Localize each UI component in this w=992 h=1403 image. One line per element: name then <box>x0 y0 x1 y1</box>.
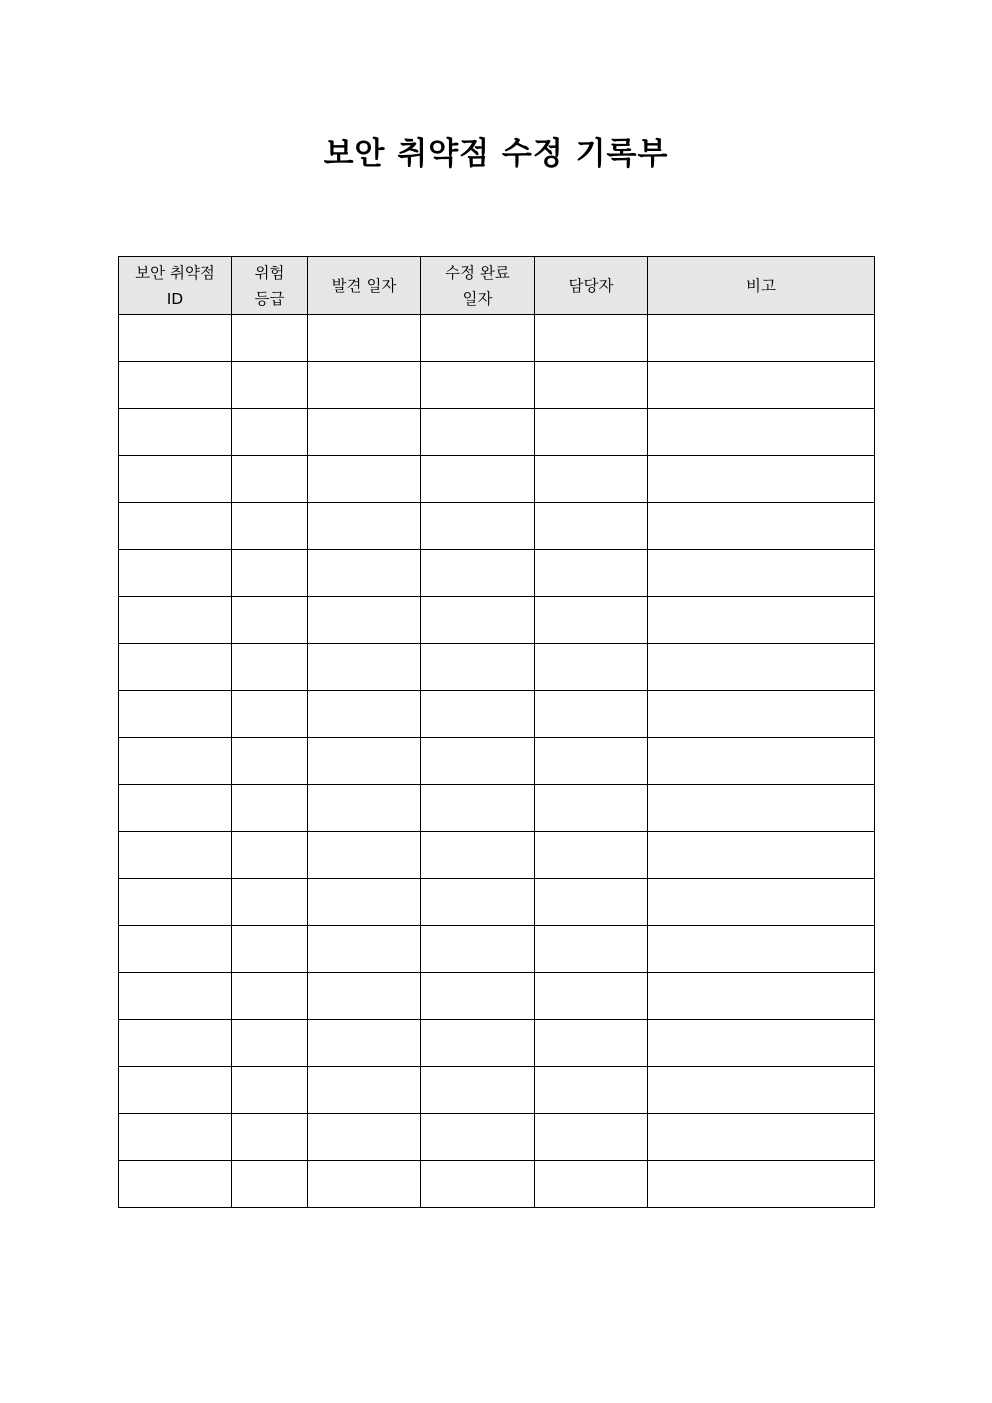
table-cell[interactable] <box>308 644 421 691</box>
table-cell[interactable] <box>421 503 535 550</box>
table-cell[interactable] <box>119 1114 232 1161</box>
table-cell[interactable] <box>232 832 308 879</box>
table-cell[interactable] <box>421 1114 535 1161</box>
table-cell[interactable] <box>421 315 535 362</box>
table-cell[interactable] <box>535 879 648 926</box>
table-cell[interactable] <box>535 503 648 550</box>
header-risk-level <box>232 257 308 315</box>
table-cell[interactable] <box>308 1020 421 1067</box>
table-cell[interactable] <box>308 456 421 503</box>
table-cell[interactable] <box>421 973 535 1020</box>
table-row <box>119 1114 875 1161</box>
table-cell[interactable] <box>535 832 648 879</box>
header-line: 일자 <box>462 289 493 308</box>
table-cell[interactable] <box>648 785 875 832</box>
table-cell[interactable] <box>421 879 535 926</box>
header-line: 등급 <box>254 289 285 308</box>
header-line: 발견 일자 <box>331 276 397 295</box>
table-cell[interactable] <box>648 1161 875 1208</box>
table-cell[interactable] <box>648 409 875 456</box>
table-cell[interactable] <box>119 738 232 785</box>
table-cell[interactable] <box>232 926 308 973</box>
table-row <box>119 973 875 1020</box>
table-cell[interactable] <box>421 785 535 832</box>
table-cell[interactable] <box>119 456 232 503</box>
table-cell[interactable] <box>232 1067 308 1114</box>
table-cell[interactable] <box>648 1067 875 1114</box>
table-cell[interactable] <box>648 926 875 973</box>
table-cell[interactable] <box>232 691 308 738</box>
header-discovery-date <box>308 257 421 315</box>
table-cell[interactable] <box>535 1020 648 1067</box>
table-cell[interactable] <box>232 597 308 644</box>
table-cell[interactable] <box>648 644 875 691</box>
table-header-row <box>119 257 875 315</box>
table-cell[interactable] <box>232 456 308 503</box>
header-fix-completion-date <box>421 257 535 315</box>
table-cell[interactable] <box>535 550 648 597</box>
header-vulnerability-id <box>119 257 232 315</box>
table-cell[interactable] <box>535 1114 648 1161</box>
table-cell[interactable] <box>119 409 232 456</box>
table-cell[interactable] <box>308 503 421 550</box>
table-cell[interactable] <box>232 973 308 1020</box>
table-cell[interactable] <box>648 1114 875 1161</box>
table-cell[interactable] <box>308 973 421 1020</box>
table-cell[interactable] <box>535 691 648 738</box>
table-cell[interactable] <box>421 409 535 456</box>
table-row <box>119 785 875 832</box>
table-cell[interactable] <box>119 597 232 644</box>
table-cell[interactable] <box>421 926 535 973</box>
table-cell[interactable] <box>119 503 232 550</box>
table-cell[interactable] <box>119 1067 232 1114</box>
table-cell[interactable] <box>421 691 535 738</box>
table-cell[interactable] <box>308 738 421 785</box>
table-row <box>119 832 875 879</box>
table-row <box>119 315 875 362</box>
table-cell[interactable] <box>119 315 232 362</box>
table-row <box>119 691 875 738</box>
table-cell[interactable] <box>308 597 421 644</box>
table-cell[interactable] <box>421 1067 535 1114</box>
table-row <box>119 926 875 973</box>
table-cell[interactable] <box>232 644 308 691</box>
table-cell[interactable] <box>535 362 648 409</box>
table-cell[interactable] <box>648 738 875 785</box>
table-cell[interactable] <box>308 691 421 738</box>
table-cell[interactable] <box>535 1161 648 1208</box>
table-cell[interactable] <box>232 785 308 832</box>
table-row <box>119 503 875 550</box>
table-cell[interactable] <box>308 362 421 409</box>
table-cell[interactable] <box>535 738 648 785</box>
table-cell[interactable] <box>535 926 648 973</box>
table-cell[interactable] <box>535 973 648 1020</box>
table-row <box>119 456 875 503</box>
table-cell[interactable] <box>535 1067 648 1114</box>
table-cell[interactable] <box>535 409 648 456</box>
header-line: 위험 <box>254 263 285 282</box>
table-cell[interactable] <box>119 832 232 879</box>
header-line: ID <box>166 289 184 308</box>
table-cell[interactable] <box>119 691 232 738</box>
table-row <box>119 362 875 409</box>
table-cell[interactable] <box>648 315 875 362</box>
table-cell[interactable] <box>232 362 308 409</box>
table-row <box>119 879 875 926</box>
table-cell[interactable] <box>421 597 535 644</box>
table-cell[interactable] <box>232 315 308 362</box>
table-cell[interactable] <box>421 456 535 503</box>
table-cell[interactable] <box>232 503 308 550</box>
vulnerability-fix-log-table <box>118 256 875 1208</box>
table-cell[interactable] <box>119 879 232 926</box>
table-cell[interactable] <box>232 879 308 926</box>
table-cell[interactable] <box>232 409 308 456</box>
table-cell[interactable] <box>308 1161 421 1208</box>
table-cell[interactable] <box>308 315 421 362</box>
table-cell[interactable] <box>648 550 875 597</box>
table-row <box>119 1067 875 1114</box>
table-cell[interactable] <box>232 1020 308 1067</box>
table-cell[interactable] <box>648 691 875 738</box>
table-cell[interactable] <box>119 362 232 409</box>
header-line: 비고 <box>746 276 776 295</box>
table-cell[interactable] <box>308 1114 421 1161</box>
table-cell[interactable] <box>308 409 421 456</box>
table-cell[interactable] <box>119 1161 232 1208</box>
table-row <box>119 738 875 785</box>
table-cell[interactable] <box>421 832 535 879</box>
table-cell[interactable] <box>535 315 648 362</box>
table-cell[interactable] <box>232 1161 308 1208</box>
table-cell[interactable] <box>648 503 875 550</box>
table-cell[interactable] <box>648 1020 875 1067</box>
table-cell[interactable] <box>308 550 421 597</box>
table-cell[interactable] <box>119 550 232 597</box>
table-cell[interactable] <box>308 1067 421 1114</box>
table-cell[interactable] <box>421 738 535 785</box>
table-body <box>119 315 875 1208</box>
table-cell[interactable] <box>648 879 875 926</box>
table-row <box>119 1020 875 1067</box>
table-cell[interactable] <box>119 1020 232 1067</box>
table-cell[interactable] <box>421 1020 535 1067</box>
table-cell[interactable] <box>308 785 421 832</box>
table-cell[interactable] <box>119 973 232 1020</box>
table-cell[interactable] <box>421 644 535 691</box>
table-cell[interactable] <box>308 879 421 926</box>
table-cell[interactable] <box>232 1114 308 1161</box>
header-remarks <box>648 257 875 315</box>
table-row <box>119 644 875 691</box>
table-cell[interactable] <box>119 644 232 691</box>
table-cell[interactable] <box>232 738 308 785</box>
table-cell[interactable] <box>648 362 875 409</box>
table-cell[interactable] <box>648 973 875 1020</box>
table-cell[interactable] <box>535 597 648 644</box>
table-cell[interactable] <box>648 832 875 879</box>
header-assignee <box>535 257 648 315</box>
table-cell[interactable] <box>648 456 875 503</box>
table-cell[interactable] <box>535 456 648 503</box>
table-row <box>119 550 875 597</box>
document-title: 보안 취약점 수정 기록부 <box>323 136 669 172</box>
table-cell[interactable] <box>119 926 232 973</box>
header-line: 수정 완료 <box>445 263 510 282</box>
table-cell[interactable] <box>421 550 535 597</box>
table-row <box>119 409 875 456</box>
table-row <box>119 1161 875 1208</box>
table-cell[interactable] <box>119 785 232 832</box>
table-cell[interactable] <box>308 926 421 973</box>
table-cell[interactable] <box>648 597 875 644</box>
table-cell[interactable] <box>308 832 421 879</box>
table-cell[interactable] <box>232 550 308 597</box>
table-cell[interactable] <box>421 362 535 409</box>
table-cell[interactable] <box>535 785 648 832</box>
table-row <box>119 597 875 644</box>
header-line: 담당자 <box>568 276 614 295</box>
table-cell[interactable] <box>535 644 648 691</box>
table-cell[interactable] <box>421 1161 535 1208</box>
header-line: 보안 취약점 <box>135 263 215 282</box>
